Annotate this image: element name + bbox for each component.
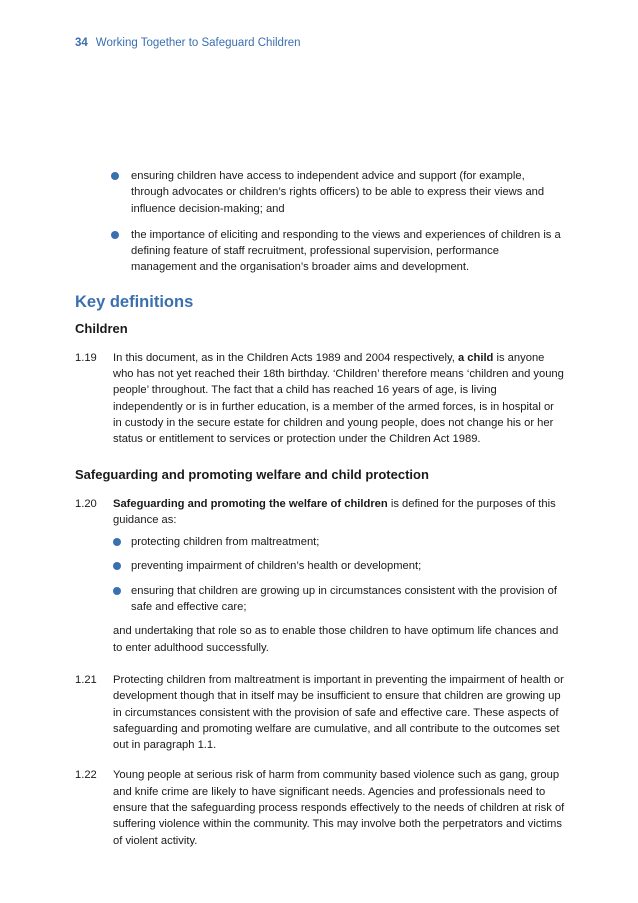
definition-bullet-list — [113, 534, 565, 615]
bullet-dot-icon — [113, 538, 121, 546]
list-item — [113, 558, 565, 574]
top-bullet-list — [75, 168, 565, 276]
list-item-text: protecting children from maltreatment; — [131, 536, 320, 549]
paragraph-number: 1.22 — [75, 769, 97, 782]
list-item — [75, 227, 565, 276]
paragraph-1-22 — [75, 767, 565, 848]
list-item-text: the importance of eliciting and responding to the views and experiences of children is a defining feature of staff recruitment, professional supervision, performance management and the organisation’s broader aims and development. — [131, 228, 561, 274]
paragraph-text: In this document, as in the Children Acts 1989 and 2004 respectively, — [113, 351, 458, 364]
bullet-dot-icon — [113, 587, 121, 595]
paragraph-bold-term: Safeguarding and promoting the welfare of children — [113, 497, 388, 510]
list-item-text: ensuring children have access to independent advice and support (for example, through advocates or children’s rights officers) to be able to express their views and influence decision-making; and — [131, 170, 545, 215]
paragraph-text: Young people at serious risk of harm from community based violence such as gang, group and knife crime are likely to have significant needs. Agencies and professionals need to ensure that the safeguarding process responds effectively to the needs of children at risk of suffering violence within the community. This may involve both the perpetrators and victims of violent activity. — [113, 769, 565, 847]
running-header — [75, 37, 301, 49]
list-item-text: ensuring that children are growing up in circumstances consistent with the provision of safe and effective care; — [131, 584, 557, 614]
paragraph-1-21 — [75, 672, 565, 753]
paragraph-continuation: and undertaking that role so as to enable those children to have optimum life chances and to enter adulthood successfully. — [113, 625, 559, 654]
list-item — [113, 583, 565, 616]
list-item — [113, 534, 565, 550]
paragraph-1-20 — [75, 496, 565, 656]
paragraph-text: is anyone who has not yet reached their 18th birthday. ‘Children’ therefore means ‘children and young people’ throughout. The fact that a child has reached 16 years of age, is living independently or is in further education, is a member of the armed forces, is in hospital or in custody in the secure estate for children and young people, does not change his or her status or entitlement to services or protection under the Children Act 1989. — [113, 351, 564, 446]
bullet-dot-icon — [111, 172, 119, 180]
children-heading: Children — [75, 320, 128, 336]
paragraph-text: is defined for the purposes of this guidance as: — [113, 497, 556, 526]
paragraph-1-19 — [75, 350, 565, 448]
page-content — [75, 168, 565, 859]
section-heading: Key definitions — [75, 292, 194, 311]
page-number: 34 — [75, 37, 88, 49]
safeguarding-heading: Safeguarding and promoting welfare and child protection — [75, 466, 429, 482]
bullet-dot-icon — [113, 562, 121, 570]
paragraph-bold-term: a child — [457, 351, 494, 364]
paragraph-number: 1.19 — [75, 351, 97, 364]
paragraph-number: 1.20 — [75, 497, 97, 510]
document-title: Working Together to Safeguard Children — [95, 37, 301, 49]
list-item-text: preventing impairment of children’s health or development; — [131, 560, 422, 573]
list-item — [75, 168, 565, 217]
bullet-dot-icon — [111, 231, 119, 239]
paragraph-text: Protecting children from maltreatment is important in preventing the impairment of health or development though that in itself may be insufficient to ensure that children are growing up in circumstances consistent with the provision of safe and effective care. These aspects of safeguarding and promoting welfare are cumulative, and all contribute to the outcomes set out in paragraph 1.1. — [113, 673, 564, 752]
paragraph-number: 1.21 — [75, 673, 97, 686]
